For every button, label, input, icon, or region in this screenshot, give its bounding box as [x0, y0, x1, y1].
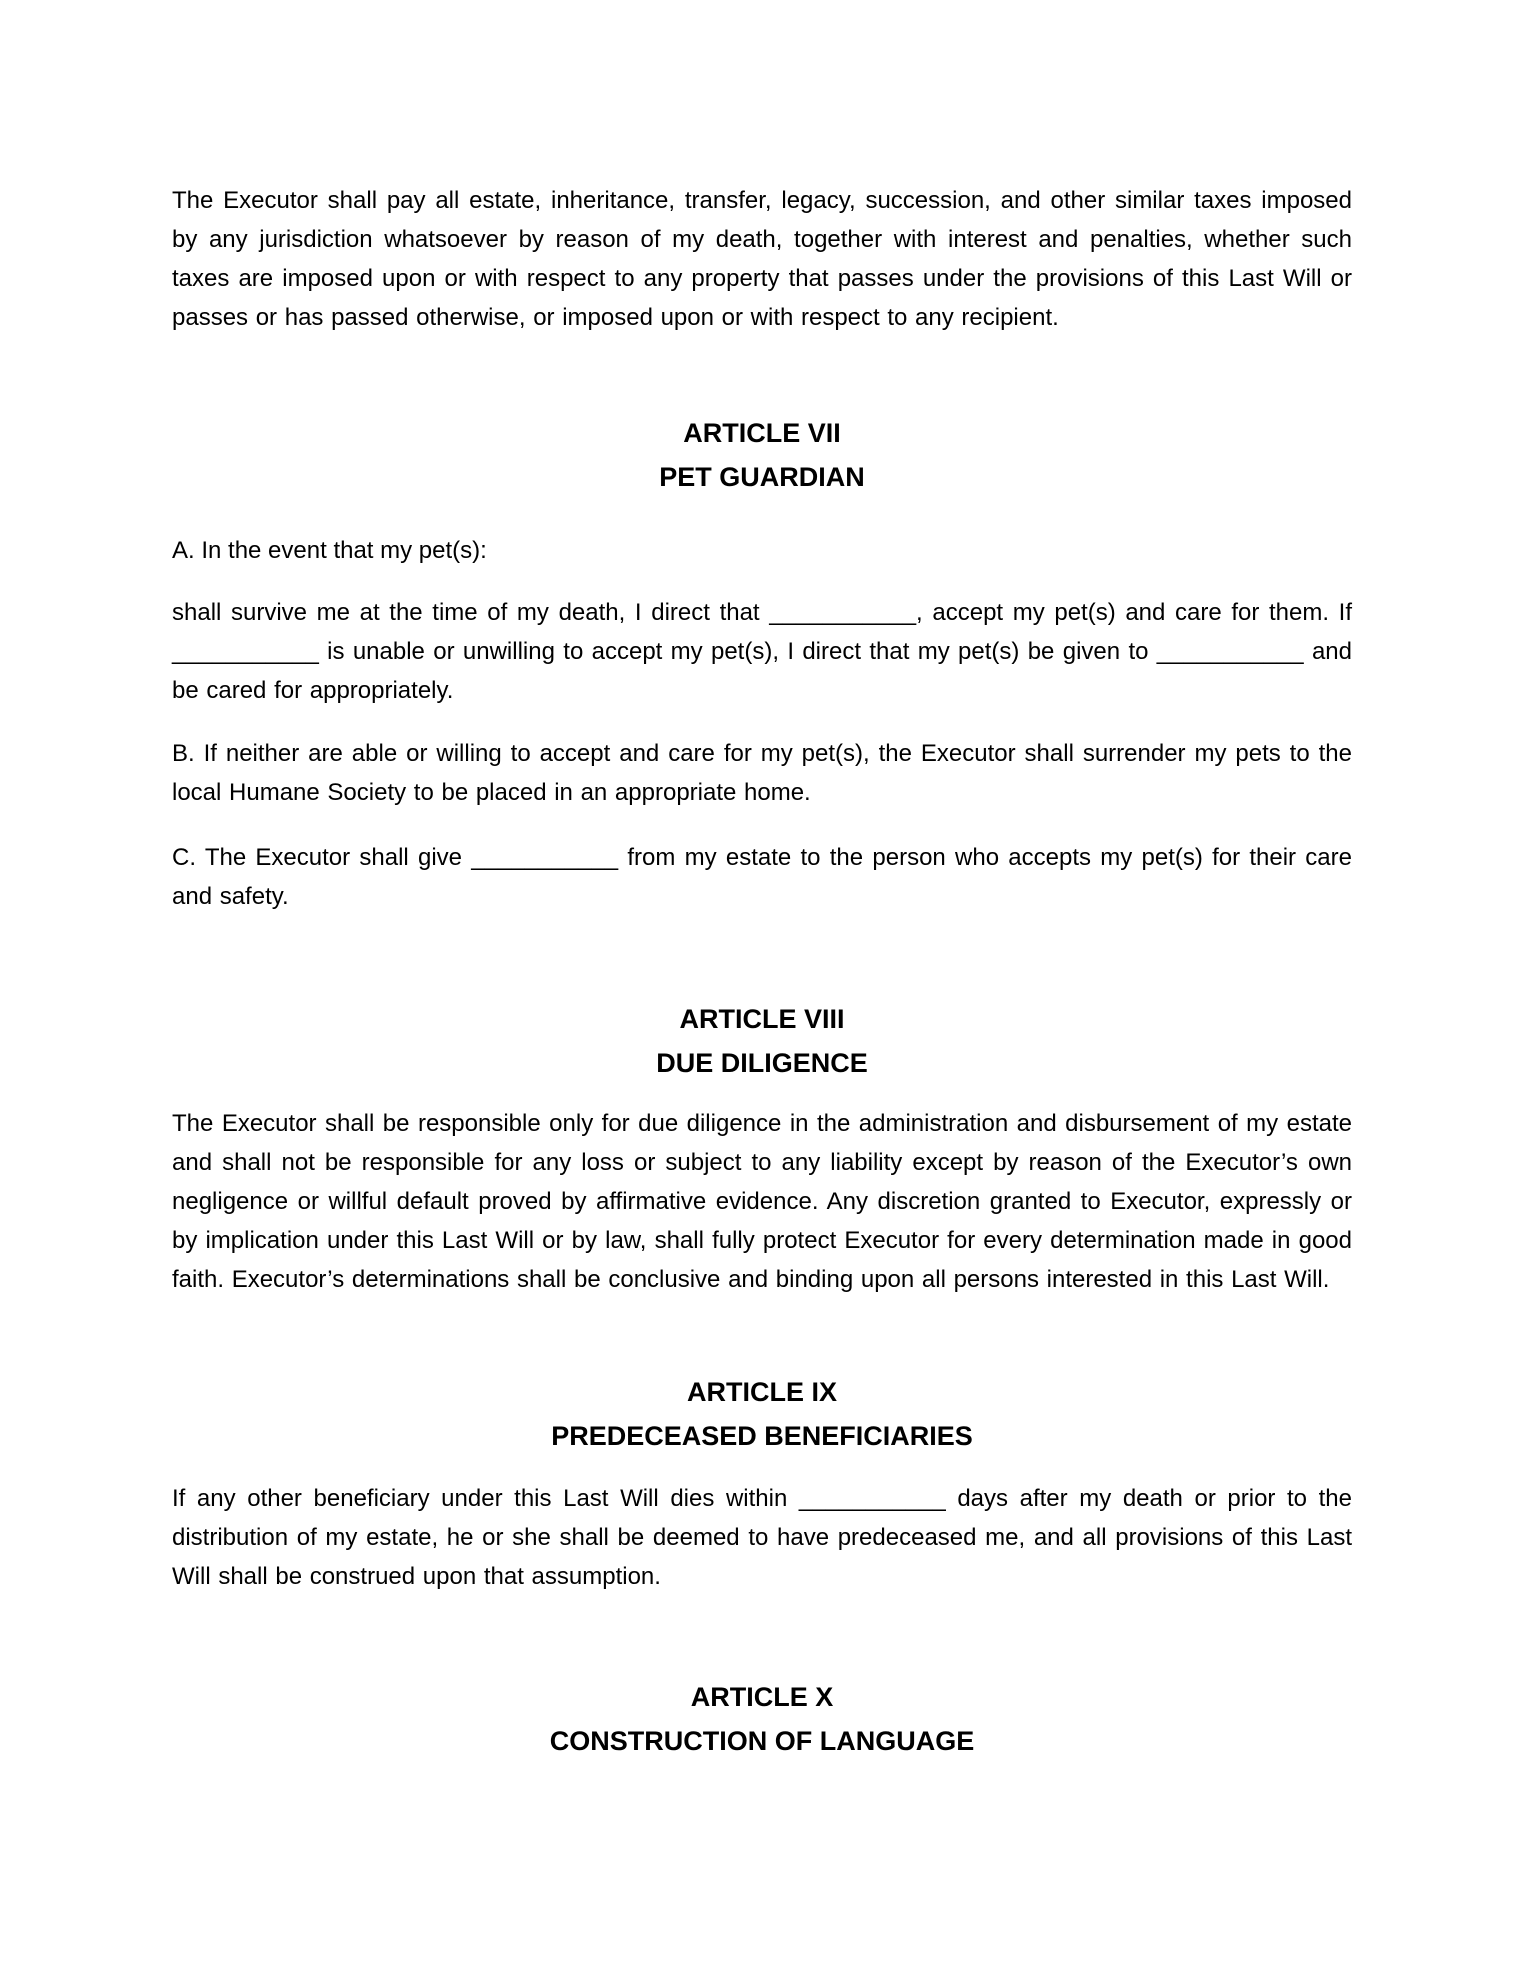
article-ix-title: PREDECEASED BENEFICIARIES	[551, 1421, 973, 1451]
article-viii-number: ARTICLE VIII	[679, 1004, 845, 1034]
article-viii-heading	[172, 997, 1352, 1085]
article-x-number: ARTICLE X	[690, 1682, 834, 1712]
article-vii-title: PET GUARDIAN	[659, 462, 865, 492]
clause-a-lead: A. In the event that my pet(s):	[172, 537, 487, 564]
article-vii-number: ARTICLE VII	[683, 418, 841, 448]
clause-b-paragraph: B. If neither are able or willing to accept and care for my pet(s), the Executor shall surrender my pets to the local Humane Society to be placed in an appropriate home.	[172, 740, 1352, 806]
article-viii-title: DUE DILIGENCE	[656, 1048, 868, 1078]
article-ix-heading	[172, 1370, 1352, 1458]
clause-c-fill-in-paragraph: C. The Executor shall give ___________ from my estate to the person who accepts my pet(s) for their care and safety.	[172, 844, 1352, 910]
article-x-heading	[172, 1675, 1352, 1763]
tax-clause-paragraph: The Executor shall pay all estate, inheritance, transfer, legacy, succession, and other similar taxes imposed by any jurisdiction whatsoever by reason of my death, together with interest and penalties, whether such taxes are imposed upon or with respect to any property that passes under the provisions of this Last Will or passes or has passed otherwise, or imposed upon or with respect to any recipient.	[172, 187, 1352, 331]
predeceased-beneficiaries-fill-in-paragraph: If any other beneficiary under this Last Will dies within ___________ days after my death or prior to the distribution of my estate, he or she shall be deemed to have predeceased me, and all provisions of this Last Will shall be construed upon that assumption.	[172, 1485, 1352, 1590]
article-ix-number: ARTICLE IX	[686, 1377, 837, 1407]
article-x-title: CONSTRUCTION OF LANGUAGE	[549, 1726, 975, 1756]
clause-a-fill-in-paragraph: shall survive me at the time of my death, I direct that ___________, accept my pet(s) and care for them. If ___________ is unable or unwilling to accept my pet(s), I direct that my pet(s) be given to ___________ and be cared for appropriately.	[172, 599, 1352, 704]
due-diligence-paragraph: The Executor shall be responsible only for due diligence in the administration and disbursement of my estate and shall not be responsible for any loss or subject to any liability except by reason of the Executor’s own negligence or willful default proved by affirmative evidence. Any discretion granted to Executor, expressly or by implication under this Last Will or by law, shall fully protect Executor for every determination made in good faith. Executor’s determinations shall be conclusive and binding upon all persons interested in this Last Will.	[172, 1110, 1352, 1293]
article-vii-heading	[172, 411, 1352, 499]
document-text-block	[172, 0, 1352, 1763]
